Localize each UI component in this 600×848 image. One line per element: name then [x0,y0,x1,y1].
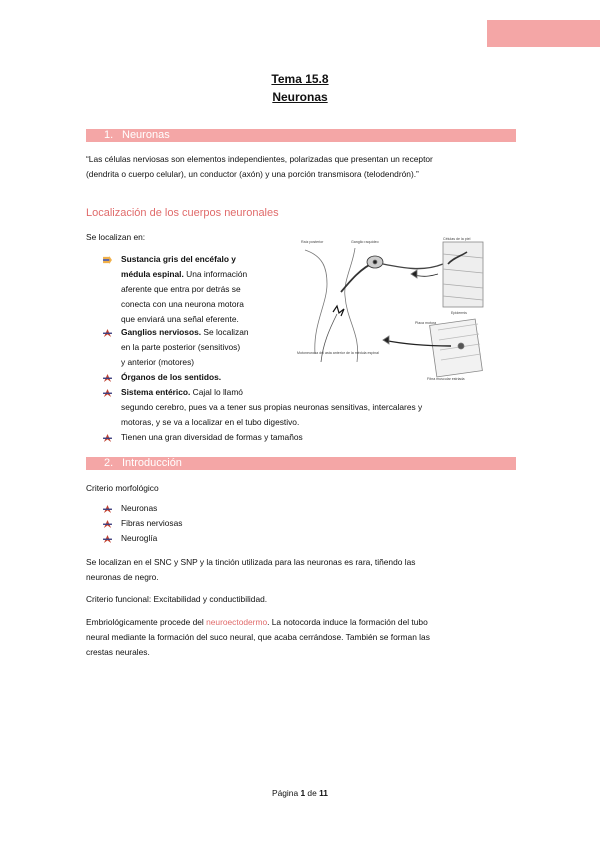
arrow-bullet-icon [103,256,112,264]
localizacion-intro: Se localizan en: [86,232,146,242]
arrow-bullet-icon [103,329,112,337]
fig-label-piel: Células de la piel [443,237,471,241]
fig-label-epidermis: Epidermis [451,311,467,315]
neuron-diagram [283,234,488,384]
loc-item-5: Tienen una gran diversidad de formas y tamaños [121,432,303,442]
loc-item-1-line-5: que enviará una señal eferente. [121,314,239,324]
page-footer: Página 1 de 11 [272,788,328,798]
loc-item-4-line-3: motoras, y se va a localizar en el tubo digestivo. [121,417,300,427]
fig-label-ganglio: Ganglio raquídeo [351,240,379,244]
subheading-localizacion: Localización de los cuerpos neuronales [86,207,279,219]
fig-label-placa: Placa motora [415,321,437,325]
section-heading-introduccion [86,457,516,470]
section-label: Introducción [122,457,182,469]
intro-paragraph-1-line-1: Se localizan en el SNC y SNP y la tinción utilizada para las neuronas es rara, tiñendo las [86,557,416,567]
loc-item-4-line-1: Sistema entérico. Cajal lo llamó [121,387,243,397]
page-subtitle: Neuronas [272,90,328,104]
fig-label-motoneurona: Motoneurona del asta anterior de la médula espinal [297,351,379,355]
loc-item-3: Órganos de los sentidos. [121,372,222,382]
loc-item-2-line-3: y anterior (motores) [121,357,195,367]
intro-quote-line-2: (dendrita o cuerpo celular), un conductor (axón) y una porción transmisora (telodendrón).” [86,169,419,179]
section-number: 2. [104,457,114,469]
loc-item-1-line-1: Sustancia gris del encéfalo y [121,254,236,264]
page-title: Tema 15.8 [271,72,329,86]
loc-item-1-line-2: médula espinal. Una información [121,269,248,279]
arrow-bullet-icon [103,535,112,543]
intro-paragraph-3-line-1: Embriológicamente procede del neuroectodermo. La notocorda induce la formación del tubo [86,617,428,627]
fig-label-fibra: Fibra muscular estriada [427,377,465,381]
header-accent-tab [487,20,600,47]
loc-item-2-line-2: en la parte posterior (sensitivos) [121,342,241,352]
loc-item-4-line-2: segundo cerebro, pues va a tener sus propias neuronas sensitivas, intercalares y [121,402,423,412]
loc-item-2-line-1: Ganglios nerviosos. Se localizan [121,327,249,337]
criterio-morfologico: Criterio morfológico [86,483,159,493]
intro-paragraph-2: Criterio funcional: Excitabilidad y conductibilidad. [86,594,268,604]
intro-paragraph-1-line-2: neuronas de negro. [86,572,159,582]
arrow-bullet-icon [103,374,112,382]
section-label: Neuronas [122,129,170,141]
intro-paragraph-3-line-2: neural mediante la formación del suco neural, que acaba cerrándose. También se forman las [86,632,430,642]
fig-label-raiz: Raíz posterior [301,240,324,244]
section-number: 1. [104,129,114,141]
morfologico-item-2: Fibras nerviosas [121,518,183,528]
morfologico-item-3: Neuroglía [121,533,158,543]
morfologico-item-1: Neuronas [121,503,158,513]
arrow-bullet-icon [103,389,112,397]
loc-item-1-line-3: aferente que entra por detrás se [121,284,241,294]
arrow-bullet-icon [103,434,112,442]
arrow-bullet-icon [103,505,112,513]
loc-item-1-line-4: conecta con una neurona motora [121,299,244,309]
arrow-bullet-icon [103,520,112,528]
section-heading-neuronas [86,129,516,142]
intro-paragraph-3-line-3: crestas neurales. [86,647,150,657]
intro-quote-line-1: “Las células nerviosas son elementos independientes, polarizadas que presentan un receptor [86,154,433,164]
